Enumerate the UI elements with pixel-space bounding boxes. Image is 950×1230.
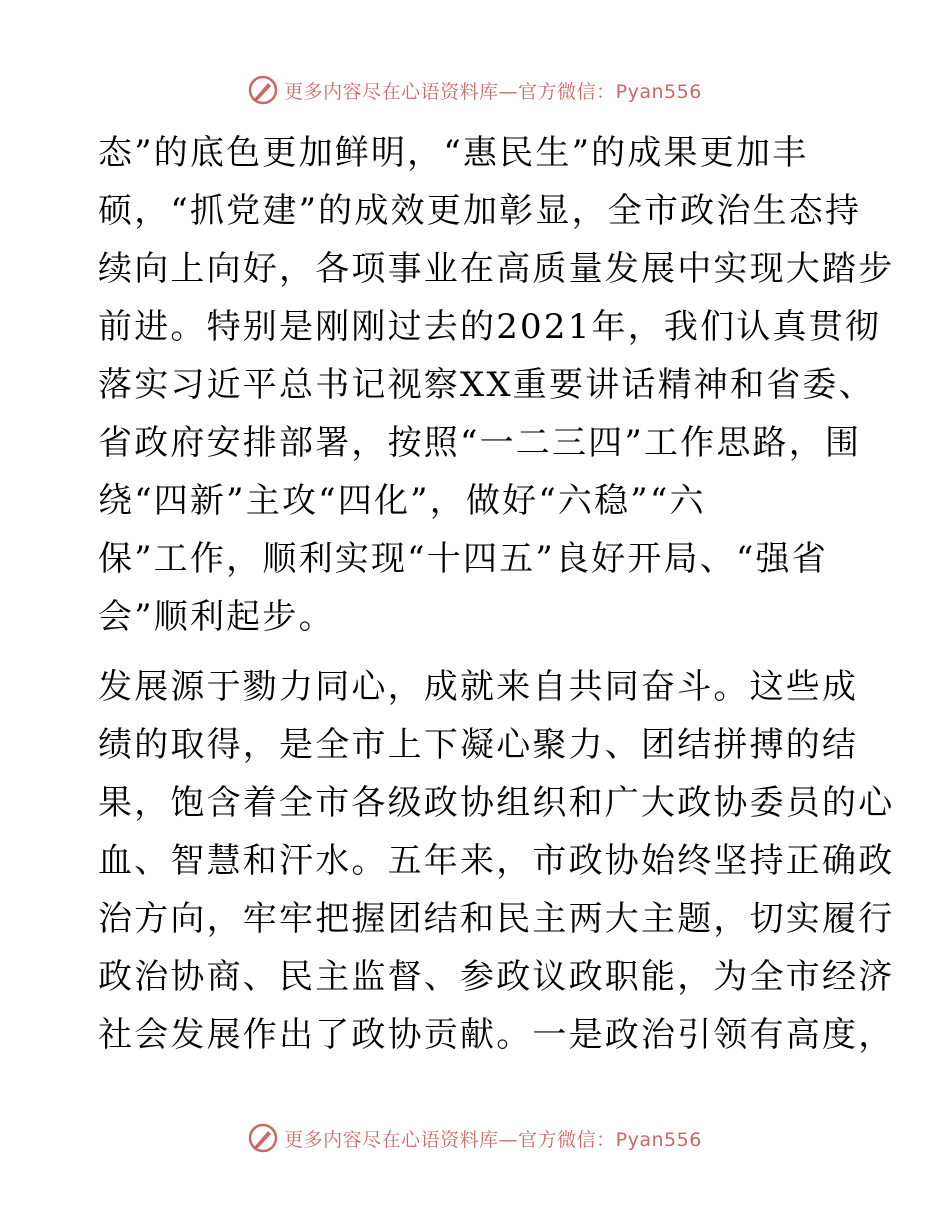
text-line: 绕“四新”主攻“四化”，做好“六稳”“六 [98, 481, 706, 521]
text-line: 治方向，牢牢把握团结和民主两大主题，切实履行 [98, 899, 895, 939]
text-line: 政治协商、民主监督、参政议政职能，为全市经济 [98, 957, 895, 997]
text-line: 血、智慧和汗水。五年来，市政协始终坚持正确政 [98, 841, 895, 881]
text-line: 发展源于勠力同心，成就来自共同奋斗。这些成 [98, 667, 859, 707]
pen-logo-icon [248, 1123, 278, 1153]
text-line: 省政府安排部署，按照“一二三四”工作思路，围 [98, 423, 862, 463]
text-line: 会”顺利起步。 [98, 597, 335, 637]
text-line: 前进。特别是刚刚过去的2021年，我们认真贯彻 [98, 307, 882, 347]
paragraph-1 [98, 124, 895, 646]
text-line: 社会发展作出了政协贡献。一是政治引领有高度， [98, 1015, 895, 1055]
text-line: 续向上向好，各项事业在高质量发展中实现大踏步 [98, 249, 895, 289]
text-line: 态”的底色更加鲜明，“惠民生”的成果更加丰 [98, 133, 809, 173]
text-line: 果，饱含着全市各级政协组织和广大政协委员的心 [98, 783, 895, 823]
paragraph-2 [98, 658, 895, 1064]
header-watermark [0, 72, 950, 108]
watermark-text: 更多内容尽在心语资料库—官方微信：Pyan556 [284, 1128, 702, 1151]
text-line: 硕，“抓党建”的成效更加彰显，全市政治生态持 [98, 191, 862, 231]
watermark-text: 更多内容尽在心语资料库—官方微信：Pyan556 [284, 80, 702, 103]
text-line: 保”工作，顺利实现“十四五”良好开局、“强省 [98, 539, 828, 579]
text-line: 绩的取得，是全市上下凝心聚力、团结拼搏的结 [98, 725, 859, 765]
footer-watermark [0, 1120, 950, 1156]
document-body [98, 124, 895, 1064]
pen-logo-icon [248, 75, 278, 105]
text-line: 落实习近平总书记视察XX重要讲话精神和省委、 [98, 365, 875, 405]
